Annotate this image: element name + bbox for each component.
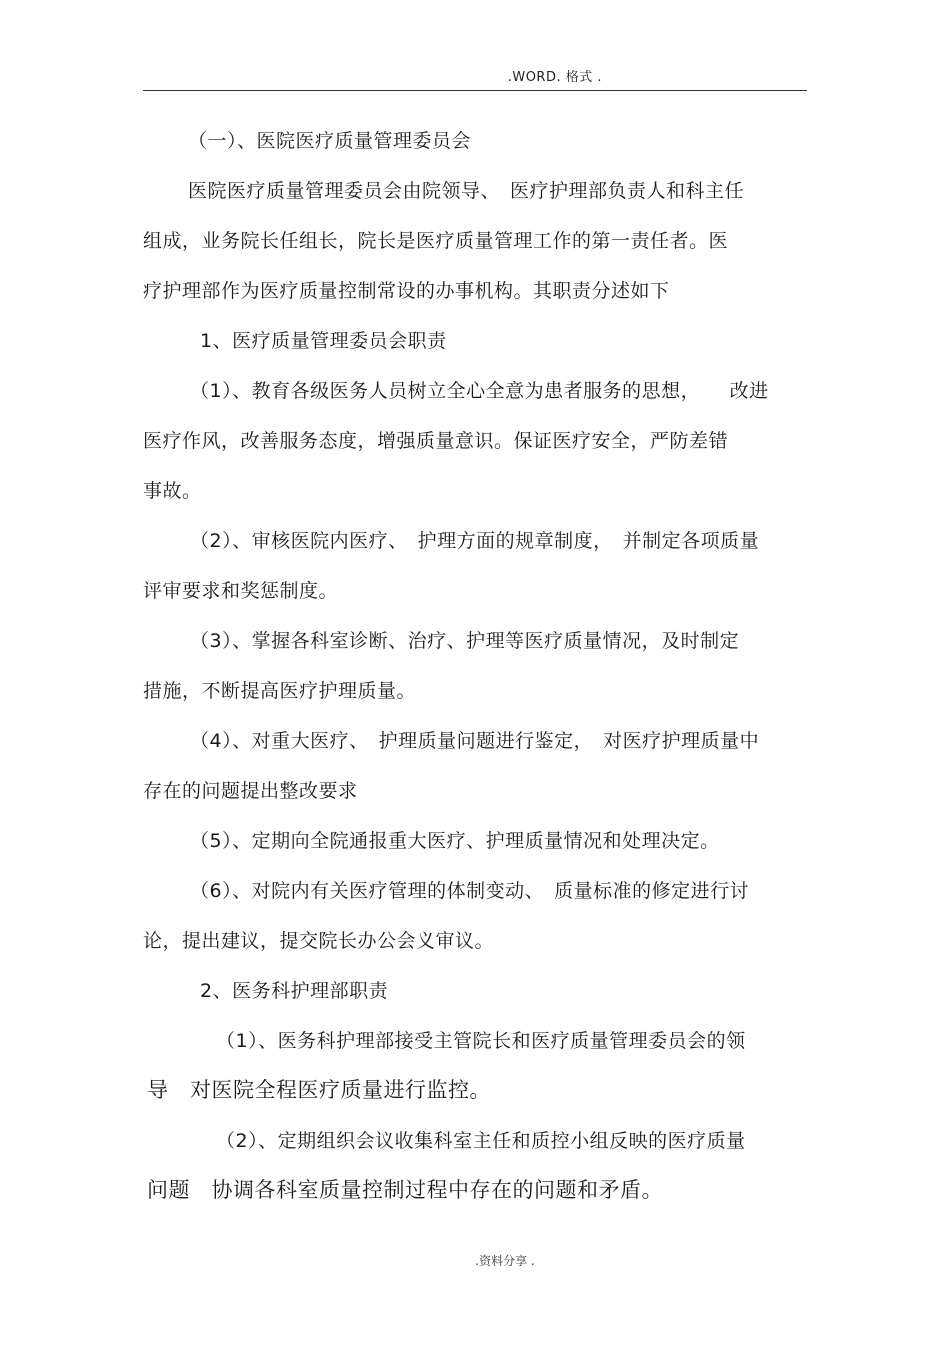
paragraph-line: 组成，业务院长任组长，院长是医疗质量管理工作的第一责任者。医 xyxy=(143,230,729,252)
header-rule xyxy=(143,90,807,91)
list-item-line: （2）、定期组织会议收集科室主任和质控小组反映的医疗质量 xyxy=(216,1130,746,1152)
list-item-line: （2）、审核医院内医疗、 护理方面的规章制度， 并制定各项质量 xyxy=(190,530,760,552)
list-item-line: （6）、对院内有关医疗管理的体制变动、 质量标准的修定进行讨 xyxy=(190,880,750,902)
list-item-line: （5）、定期向全院通报重大医疗、护理质量情况和处理决定。 xyxy=(190,830,720,852)
page-footer: .资料分享 . xyxy=(475,1254,535,1268)
page-header: .WORD. 格式 . xyxy=(507,70,602,85)
subsection-heading: 2、医务科护理部职责 xyxy=(200,980,389,1002)
list-item-line: 评审要求和奖惩制度。 xyxy=(143,580,339,602)
list-item-line: （1）、医务科护理部接受主管院长和医疗质量管理委员会的领 xyxy=(216,1030,746,1052)
list-item-line: 导 对医院全程医疗质量进行监控。 xyxy=(147,1078,491,1102)
list-item-line: 论，提出建议，提交院长办公会义审议。 xyxy=(143,930,495,952)
subsection-heading: 1、医疗质量管理委员会职责 xyxy=(200,330,447,352)
list-item-line: （3）、掌握各科室诊断、治疗、护理等医疗质量情况，及时制定 xyxy=(190,630,740,652)
list-item-line: 措施，不断提高医疗护理质量。 xyxy=(143,680,417,702)
list-item-line: 问题 协调各科室质量控制过程中存在的问题和矛盾。 xyxy=(147,1178,663,1202)
list-item-line: （1）、教育各级医务人员树立全心全意为患者服务的思想， 改进 xyxy=(190,380,769,402)
list-item-line: 事故。 xyxy=(143,480,202,502)
list-item-line: 医疗作风，改善服务态度，增强质量意识。保证医疗安全，严防差错 xyxy=(143,430,729,452)
paragraph-line: 疗护理部作为医疗质量控制常设的办事机构。其职责分述如下 xyxy=(143,280,670,302)
section-heading: （一）、医院医疗质量管理委员会 xyxy=(188,130,472,152)
paragraph-line: 医院医疗质量管理委员会由院领导、 医疗护理部负责人和科主任 xyxy=(188,180,745,202)
list-item-line: 存在的问题提出整改要求 xyxy=(143,780,358,802)
list-item-line: （4）、对重大医疗、 护理质量问题进行鉴定， 对医疗护理质量中 xyxy=(190,730,760,752)
